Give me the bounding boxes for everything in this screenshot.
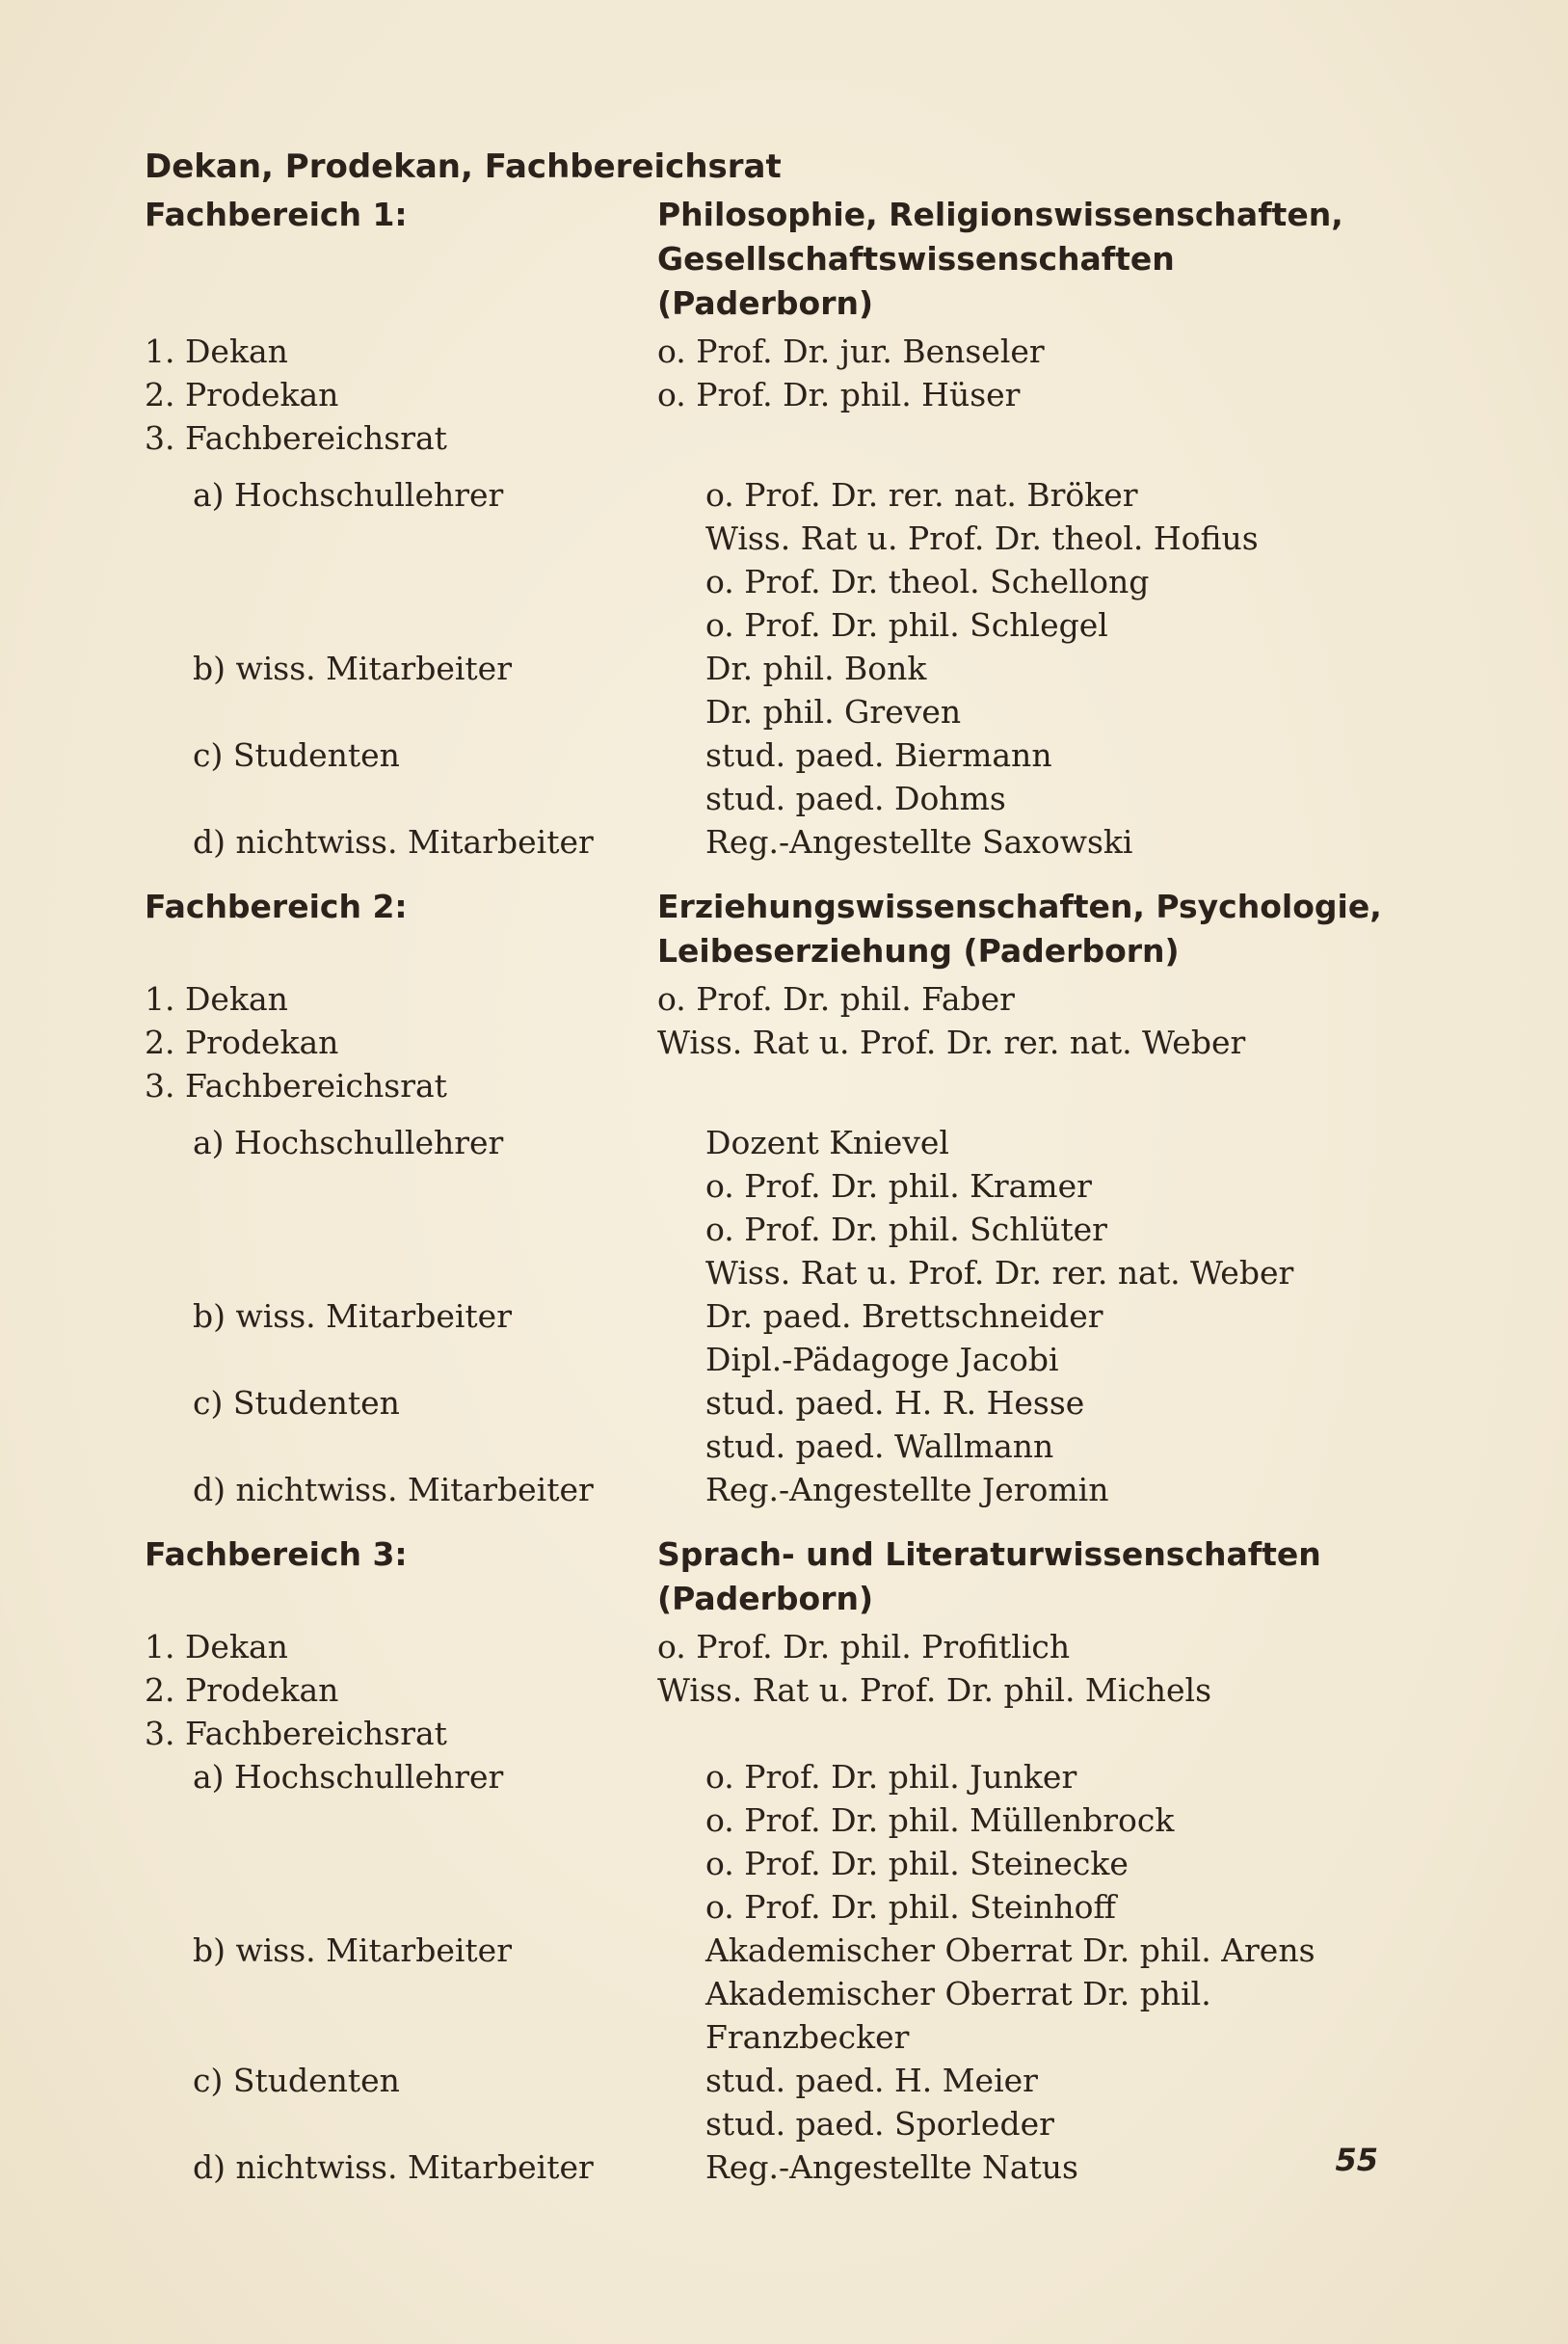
council-group-staff bbox=[145, 1929, 1397, 2059]
dean-name: o. Prof. Dr. jur. Benseler bbox=[657, 333, 1045, 370]
faculty-heading bbox=[145, 885, 1397, 973]
vice-dean-name: Wiss. Rat u. Prof. Dr. phil. Michels bbox=[657, 1671, 1212, 1709]
faculty-name-line: (Paderborn) bbox=[657, 1580, 874, 1617]
dean-row bbox=[145, 1625, 1397, 1668]
group-members bbox=[705, 820, 1397, 864]
group-label: a) Hochschullehrer bbox=[193, 1124, 504, 1161]
dean-name: o. Prof. Dr. phil. Faber bbox=[657, 980, 1015, 1018]
member-name: stud. paed. Dohms bbox=[705, 780, 1006, 817]
dean-label: 1. Dekan bbox=[145, 980, 288, 1018]
group-label: c) Studenten bbox=[193, 736, 400, 774]
member-name: o. Prof. Dr. phil. Schlüter bbox=[705, 1211, 1107, 1248]
group-label: d) nichtwiss. Mitarbeiter bbox=[193, 2148, 594, 2186]
vice-dean-name: o. Prof. Dr. phil. Hüser bbox=[657, 376, 1021, 413]
group-members bbox=[705, 647, 1397, 733]
dean-row bbox=[145, 977, 1397, 1021]
member-name: o. Prof. Dr. phil. Steinhoff bbox=[705, 1888, 1116, 1926]
faculty-section-2 bbox=[145, 885, 1397, 1511]
council-row bbox=[145, 1064, 1397, 1107]
vice-dean-label: 2. Prodekan bbox=[145, 376, 339, 413]
group-members bbox=[705, 733, 1397, 820]
vice-dean-row bbox=[145, 1668, 1397, 1712]
page-title: Dekan, Prodekan, Fachbereichsrat bbox=[145, 147, 782, 186]
faculty-heading bbox=[145, 193, 1397, 326]
page-content bbox=[145, 145, 1397, 2210]
member-name: stud. paed. Sporleder bbox=[705, 2105, 1054, 2143]
group-label: c) Studenten bbox=[193, 1384, 400, 1422]
group-label: b) wiss. Mitarbeiter bbox=[193, 650, 512, 687]
group-members bbox=[705, 1755, 1397, 1929]
member-name: Dr. phil. Bonk bbox=[705, 650, 927, 687]
group-members bbox=[705, 2145, 1397, 2189]
faculty-name-line: Philosophie, Religionswissenschaften, bbox=[657, 196, 1343, 233]
member-name: stud. paed. H. R. Hesse bbox=[705, 1384, 1085, 1422]
group-label: d) nichtwiss. Mitarbeiter bbox=[193, 1471, 594, 1508]
vice-dean-label: 2. Prodekan bbox=[145, 1671, 339, 1709]
faculty-name bbox=[657, 1532, 1397, 1621]
group-label: d) nichtwiss. Mitarbeiter bbox=[193, 823, 594, 861]
vice-dean-label: 2. Prodekan bbox=[145, 1024, 339, 1061]
faculty-section-1 bbox=[145, 193, 1397, 864]
council-group-nonacademic bbox=[145, 820, 1397, 864]
faculty-number: Fachbereich 3: bbox=[145, 1535, 408, 1573]
member-name: o. Prof. Dr. phil. Junker bbox=[705, 1758, 1077, 1796]
vice-dean-row bbox=[145, 373, 1397, 416]
faculty-name-line: Gesellschaftswissenschaften (Paderborn) bbox=[657, 240, 1175, 322]
council-label: 3. Fachbereichsrat bbox=[145, 1715, 447, 1752]
faculty-name-line: Leibeserziehung (Paderborn) bbox=[657, 932, 1180, 970]
faculty-name bbox=[657, 885, 1397, 973]
faculty-heading bbox=[145, 1532, 1397, 1621]
council-group-nonacademic bbox=[145, 2145, 1397, 2189]
council-group-staff bbox=[145, 647, 1397, 733]
dean-label: 1. Dekan bbox=[145, 1628, 288, 1665]
member-name: Dozent Knievel bbox=[705, 1124, 949, 1161]
faculty-number: Fachbereich 2: bbox=[145, 888, 408, 925]
member-name: Dr. paed. Brettschneider bbox=[705, 1297, 1103, 1335]
member-name: Akademischer Oberrat Dr. phil. Arens bbox=[705, 1931, 1316, 1969]
council-group-staff bbox=[145, 1294, 1397, 1381]
member-name: o. Prof. Dr. phil. Steinecke bbox=[705, 1845, 1129, 1882]
council-group-nonacademic bbox=[145, 1468, 1397, 1511]
council-group-students bbox=[145, 733, 1397, 820]
member-name: o. Prof. Dr. rer. nat. Bröker bbox=[705, 476, 1138, 514]
member-name: o. Prof. Dr. phil. Schlegel bbox=[705, 606, 1108, 644]
group-members bbox=[705, 1929, 1397, 2059]
member-name: stud. paed. H. Meier bbox=[705, 2062, 1038, 2099]
member-name: o. Prof. Dr. phil. Kramer bbox=[705, 1167, 1092, 1205]
group-members bbox=[705, 473, 1397, 647]
group-label: b) wiss. Mitarbeiter bbox=[193, 1297, 512, 1335]
faculty-section-3 bbox=[145, 1532, 1397, 2189]
member-name: Reg.-Angestellte Natus bbox=[705, 2148, 1078, 2186]
member-name: o. Prof. Dr. phil. Müllenbrock bbox=[705, 1801, 1175, 1839]
member-name: Dr. phil. Greven bbox=[705, 693, 962, 731]
group-members bbox=[705, 1381, 1397, 1468]
faculty-name-line: Sprach- und Literaturwissenschaften bbox=[657, 1535, 1321, 1573]
council-group-professors bbox=[145, 1755, 1397, 1929]
group-members bbox=[705, 2059, 1397, 2145]
council-group-students bbox=[145, 2059, 1397, 2145]
group-label: a) Hochschullehrer bbox=[193, 476, 504, 514]
faculty-name-line: Erziehungswissenschaften, Psychologie, bbox=[657, 888, 1382, 925]
member-name: Reg.-Angestellte Jeromin bbox=[705, 1471, 1109, 1508]
council-row bbox=[145, 1712, 1397, 1755]
vice-dean-name: Wiss. Rat u. Prof. Dr. rer. nat. Weber bbox=[657, 1024, 1246, 1061]
dean-row bbox=[145, 330, 1397, 373]
faculty-number: Fachbereich 1: bbox=[145, 196, 408, 233]
group-members bbox=[705, 1468, 1397, 1511]
member-name: Akademischer Oberrat Dr. phil. Franzbecker bbox=[705, 1975, 1211, 2056]
member-name: Dipl.-Pädagoge Jacobi bbox=[705, 1341, 1059, 1378]
faculty-name bbox=[657, 193, 1397, 326]
dean-label: 1. Dekan bbox=[145, 333, 288, 370]
council-group-professors bbox=[145, 473, 1397, 647]
dean-name: o. Prof. Dr. phil. Profitlich bbox=[657, 1628, 1071, 1665]
group-members bbox=[705, 1294, 1397, 1381]
member-name: stud. paed. Wallmann bbox=[705, 1427, 1054, 1465]
council-group-students bbox=[145, 1381, 1397, 1468]
member-name: Reg.-Angestellte Saxowski bbox=[705, 823, 1133, 861]
member-name: Wiss. Rat u. Prof. Dr. theol. Hofius bbox=[705, 519, 1259, 557]
group-members bbox=[705, 1121, 1397, 1294]
member-name: Wiss. Rat u. Prof. Dr. rer. nat. Weber bbox=[705, 1254, 1294, 1292]
council-label: 3. Fachbereichsrat bbox=[145, 419, 447, 457]
council-row bbox=[145, 416, 1397, 460]
council-label: 3. Fachbereichsrat bbox=[145, 1067, 447, 1105]
group-label: b) wiss. Mitarbeiter bbox=[193, 1931, 512, 1969]
page-number: 55 bbox=[1335, 2142, 1378, 2178]
group-label: c) Studenten bbox=[193, 2062, 400, 2099]
vice-dean-row bbox=[145, 1021, 1397, 1064]
member-name: o. Prof. Dr. theol. Schellong bbox=[705, 563, 1150, 600]
council-group-professors bbox=[145, 1121, 1397, 1294]
member-name: stud. paed. Biermann bbox=[705, 736, 1052, 774]
group-label: a) Hochschullehrer bbox=[193, 1758, 504, 1796]
